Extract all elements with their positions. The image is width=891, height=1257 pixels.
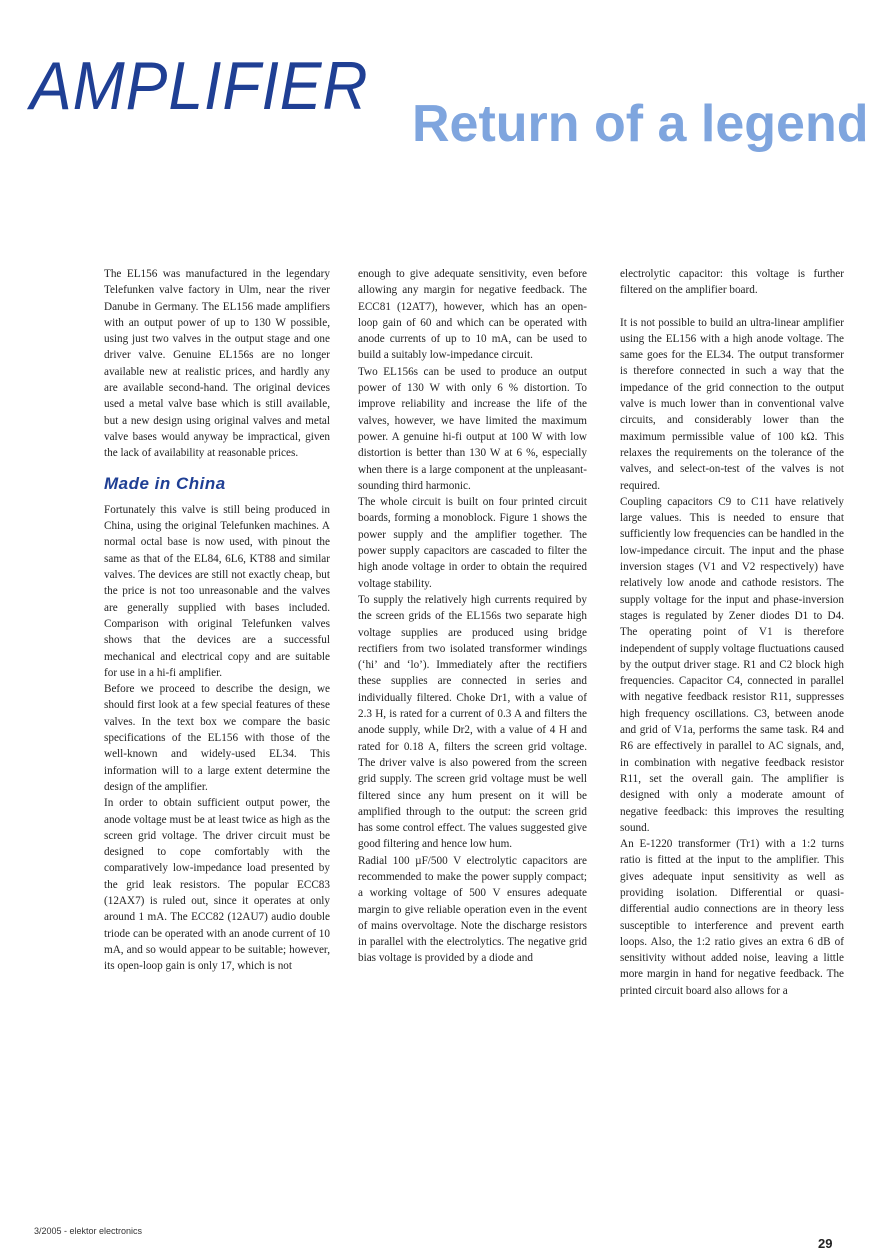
paragraph: Two EL156s can be used to produce an output power of 130 W with only 6 % distortion. To improve reliability and increase the life of the valves, however, we have limited the maximum power. A genuine hi-fi output at 100 W with low distortion is better than 130 W at 6 %, especially when there is a large component at the unpleasant-sounding third harmonic. — [358, 365, 587, 492]
paragraph: Radial 100 µF/500 V electrolytic capacitors are recommended to make the power supply compact; a working voltage of 500 V ensures adequate margin to give reliable operation even in the event of mains overvoltage. Note the discharge resistors in parallel with the electrolytics. The negative grid bias voltage is provided by a diode and — [358, 854, 587, 965]
paragraph: The whole circuit is built on four printed circuit boards, forming a monoblock. Figure 1 shows the power supply and the amplifier together. The power supply capacitors are cascaded to filter the high anode voltage in order to obtain the required voltage stability. — [358, 496, 587, 590]
paragraph: It is not possible to build an ultra-linear amplifier using the EL156 with a high anode voltage. The same goes for the EL34. The output transformer is therefore connected in such a way that the impedance of the grid connection to the output valve is much lower than in conventional valve circuits, and considerably lower than the maximum permissible value of 100 kΩ. This relaxes the requirements on the tolerance of the valves, and select-on-test of the valves is not required. — [620, 316, 844, 492]
paragraph: Before we proceed to describe the design, we should first look at a few special features of these valves. In the text box we compare the basic specifications of the EL156 with those of the well-known and widely-used EL34. This information will to a large extent determine the design of the amplifier. — [104, 683, 330, 793]
paragraph: An E-1220 transformer (Tr1) with a 1:2 turns ratio is fitted at the input to the amplifier. This gives adequate input sensitivity as well as providing isolation. Differential or quasi-differential audio connections are in theory less susceptible to interference and prevent earth loops. Also, the 1:2 ratio gives an extra 6 dB of sensitivity without added noise, leaving a little more margin in hand for negative feedback. The printed circuit board also allows for a — [620, 838, 844, 997]
text-column-1 — [104, 266, 330, 974]
footer-issue: 3/2005 - elektor electronics — [34, 1226, 143, 1236]
paragraph: The EL156 was manufactured in the legendary Telefunken valve factory in Ulm, near the river Danube in Germany. The EL156 made amplifiers with an output power of up to 130 W possible, using just two valves in the output stage and one driver valve. Genuine EL156s are no longer available new at realistic prices, and hardly any are available second-hand. The original devices used a metal valve base which is still available, but a new design using original valves and metal valve bases would anyway be impractical, given the lack of availability at reasonable prices. — [104, 268, 330, 460]
section-heading: Made in China — [104, 473, 226, 493]
text-column-2 — [358, 266, 587, 967]
paragraph: Coupling capacitors C9 to C11 have relatively large values. This is needed to ensure that sufficiently low frequencies can be handled in the low-impedance circuit. The input and the phase inversion stages (V1 and V2 respectively) have relatively low anode and cathode resistors. The supply voltage for the input and phase-inversion stages is regulated by Zener diodes D1 to D4. The operating point of V1 is therefore independent of supply voltage fluctuations caused by the output driver stage. R1 and C2 block high frequencies. Capacitor C4, connected in parallel with negative feedback resistor R11, suppresses high frequency oscillations. C3, between anode and grid of V1a, performs the same task. R4 and R6 are effectively in parallel to AC signals, and, in combination with negative feedback resistor R11, set the overall gain. The amplifier is designed with only a moderate amount of negative feedback: this improves the resulting sound. — [620, 495, 845, 834]
paragraph: enough to give adequate sensitivity, even before allowing any margin for negative feedback. The ECC81 (12AT7), however, which has an open-loop gain of 60 and which can be operated with anode currents of up to 10 mA, can be used to build a suitably low-impedance circuit. — [358, 268, 587, 362]
article-subtitle: Return of a legend — [412, 95, 869, 153]
paragraph: In order to obtain sufficient output power, the anode voltage must be at least twice as high as the screen grid voltage. The driver circuit must be designed to cope comfortably with the comparatively low-impedance load presented by the grid leak resistors. The popular ECC83 (12AX7) is ruled out, since it operates at only around 1 mA. The ECC82 (12AU7) audio double triode can be operated with an anode current of 10 mA, and so would appear to be suitable; however, its open-loop gain is only 17, which is not — [104, 797, 330, 973]
paragraph: Fortunately this valve is still being produced in China, using the original Telefunken machines. A normal octal base is now used, with pinout the same as that of the EL84, 6L6, KT88 and similar valves. The devices are still not exactly cheap, but the price is not too unreasonable and the valves are generally supplied with bases included. Comparison with original Telefunken valves shows that the devices are a successful mechanical and electrical copy and are suitable for use in a hi-fi amplifier. — [104, 503, 330, 679]
paragraph-gap — [620, 299, 844, 315]
page-number: 29 — [818, 1236, 833, 1251]
paragraph: To supply the relatively high currents required by the screen grids of the EL156s two separate high voltage supplies are produced using bridge rectifiers from two isolated transformer windings (‘hi’ and ‘lo’). Immediately after the rectifiers these supplies are connected in series and individually filtered. Choke Dr1, with a value of 2.3 H, is rated for a current of 0.3 A and filters the anode supply, while Dr2, with a value of 4 H and rated for 0.18 A, filters the screen grid voltage. The driver valve is also powered from the screen grid supply. The screen grid voltage must be well filtered since any hum present on it will be amplified through to the output: the screen grid has some control effect. The values suggested give good filtering and hence low hum. — [358, 593, 587, 851]
article-title: AMPLIFIER — [30, 48, 369, 124]
paragraph: electrolytic capacitor: this voltage is further filtered on the amplifier board. — [620, 268, 844, 297]
text-column-3 — [620, 266, 844, 999]
